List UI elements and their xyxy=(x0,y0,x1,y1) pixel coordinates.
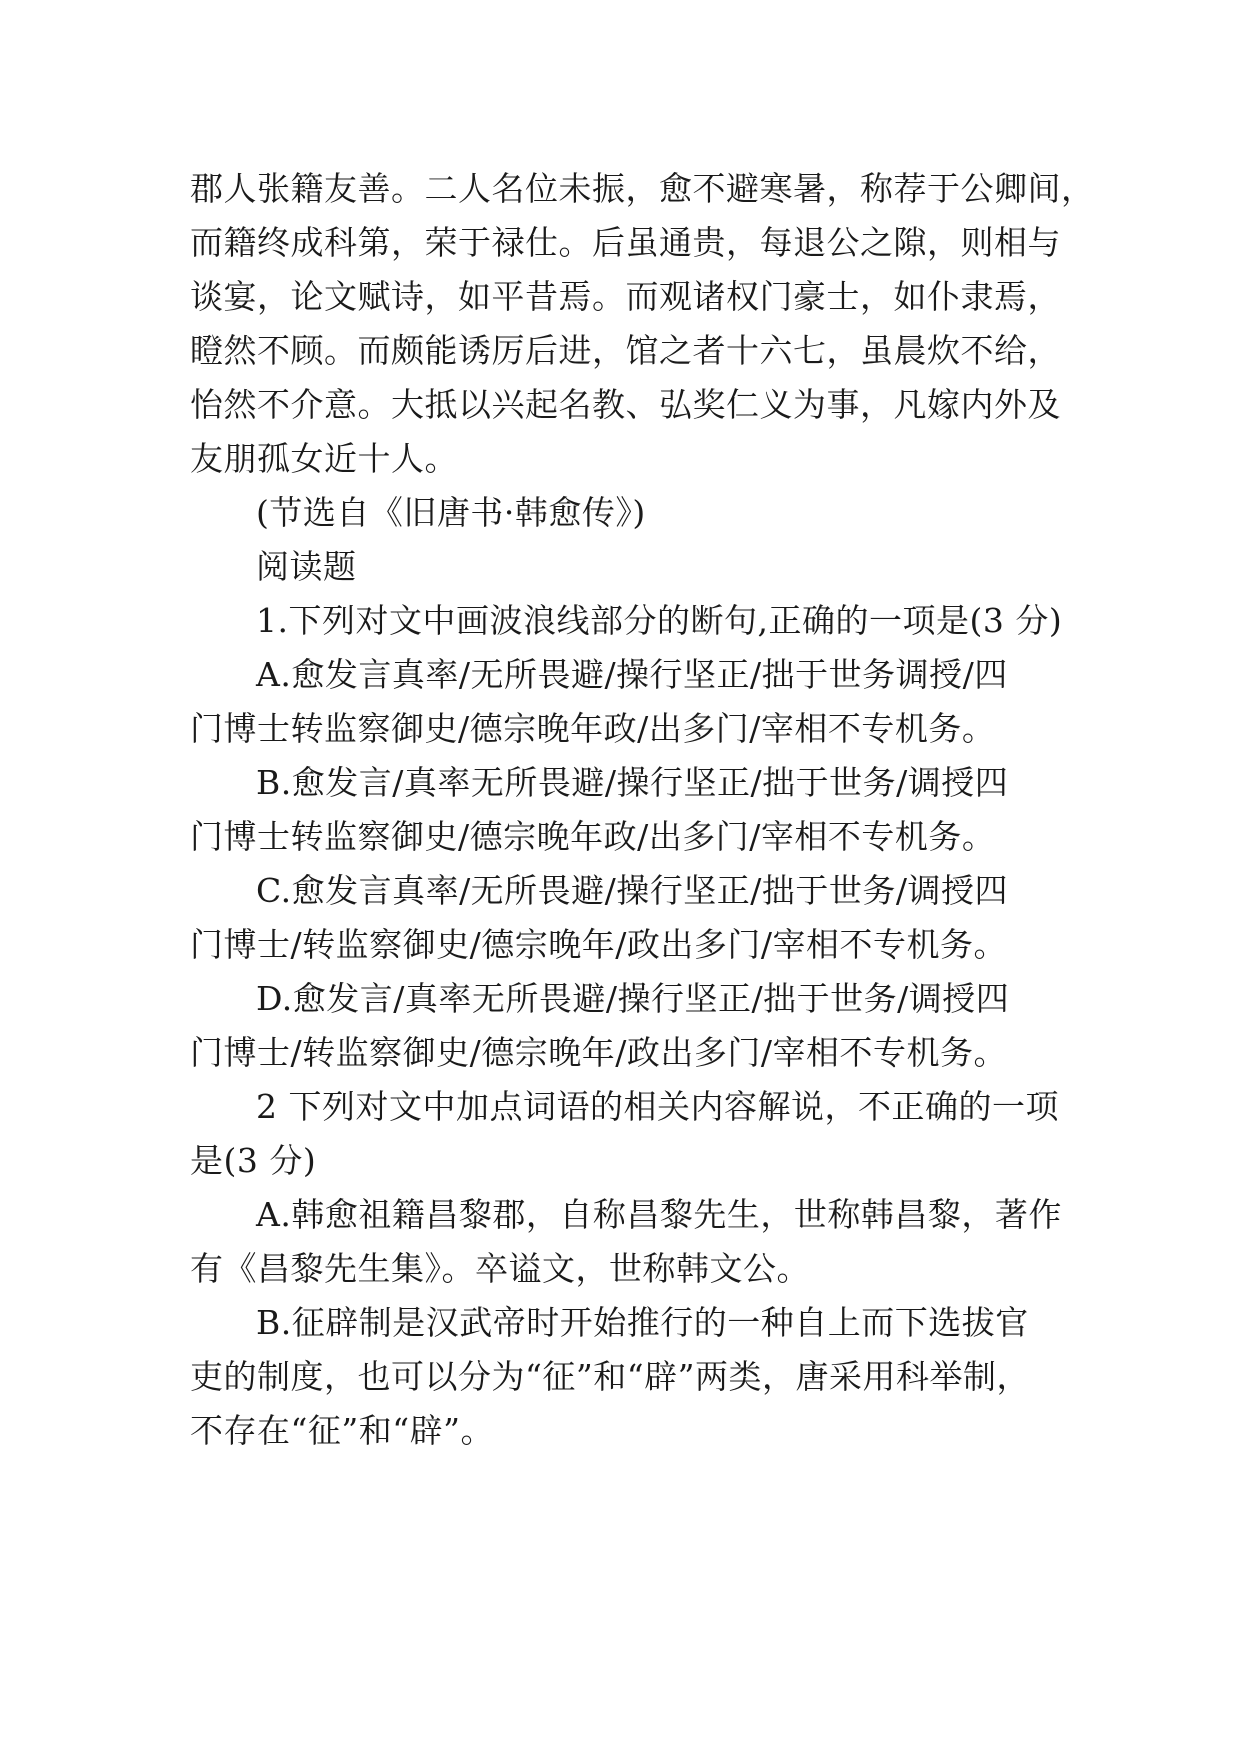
question1-option-a-line1: A.愈发言真率/无所畏避/操行坚正/拙于世务调授/四 xyxy=(256,655,1008,694)
question1-option-c-line2: 门博士/转监察御史/德宗晚年/政出多门/宰相不专机务。 xyxy=(190,925,1007,964)
question1-option-a-line2: 门博士转监察御史/德宗晚年政/出多门/宰相不专机务。 xyxy=(190,709,996,748)
question2-option-b-line2: 吏的制度，也可以分为“征”和“辟”两类，唐采用科举制， xyxy=(190,1357,1030,1396)
passage-line: 瞪然不顾。而颇能诱厉后进，馆之者十六七，虽晨炊不给， xyxy=(190,331,1061,370)
question2-stem-line1: 2 下列对文中加点词语的相关内容解说，不正确的一项 xyxy=(256,1087,1059,1126)
question2-option-b-line1: B.征辟制是汉武帝时开始推行的一种自上而下选拔官 xyxy=(256,1303,1029,1342)
passage-line: 怡然不介意。大抵以兴起名教、弘奖仁义为事，凡嫁内外及 xyxy=(190,385,1061,424)
question1-option-d-line2: 门博士/转监察御史/德宗晚年/政出多门/宰相不专机务。 xyxy=(190,1033,1007,1072)
passage-line: 谈宴，论文赋诗，如平昔焉。而观诸权门豪士，如仆隶焉， xyxy=(190,277,1061,316)
passage-line: 而籍终成科第，荣于禄仕。后虽通贵，每退公之隙，则相与 xyxy=(190,223,1061,262)
question1-option-b-line2: 门博士转监察御史/德宗晚年政/出多门/宰相不专机务。 xyxy=(190,817,996,856)
passage-line: 郡人张籍友善。二人名位未振，愈不避寒暑，称荐于公卿间， xyxy=(190,169,1095,208)
question1-option-c-line1: C.愈发言真率/无所畏避/操行坚正/拙于世务/调授四 xyxy=(256,871,1009,910)
passage-source: (节选自《旧唐书·韩愈传》) xyxy=(256,493,646,532)
question2-option-a-line2: 有《昌黎先生集》。卒谥文，世称韩文公。 xyxy=(190,1249,810,1288)
question1-option-b-line1: B.愈发言/真率无所畏避/操行坚正/拙于世务/调授四 xyxy=(256,763,1009,802)
question2-option-a-line1: A.韩愈祖籍昌黎郡，自称昌黎先生，世称韩昌黎，著作 xyxy=(256,1195,1062,1234)
question2-option-b-line3: 不存在“征”和“辟”。 xyxy=(190,1411,494,1450)
question2-stem-line2: 是(3 分) xyxy=(190,1141,317,1180)
question1-stem: 1.下列对文中画波浪线部分的断句,正确的一项是(3 分) xyxy=(256,601,1063,640)
passage-line: 友朋孤女近十人。 xyxy=(190,439,458,478)
question1-option-d-line1: D.愈发言/真率无所畏避/操行坚正/拙于世务/调授四 xyxy=(256,979,1010,1018)
section-title: 阅读题 xyxy=(256,547,357,586)
